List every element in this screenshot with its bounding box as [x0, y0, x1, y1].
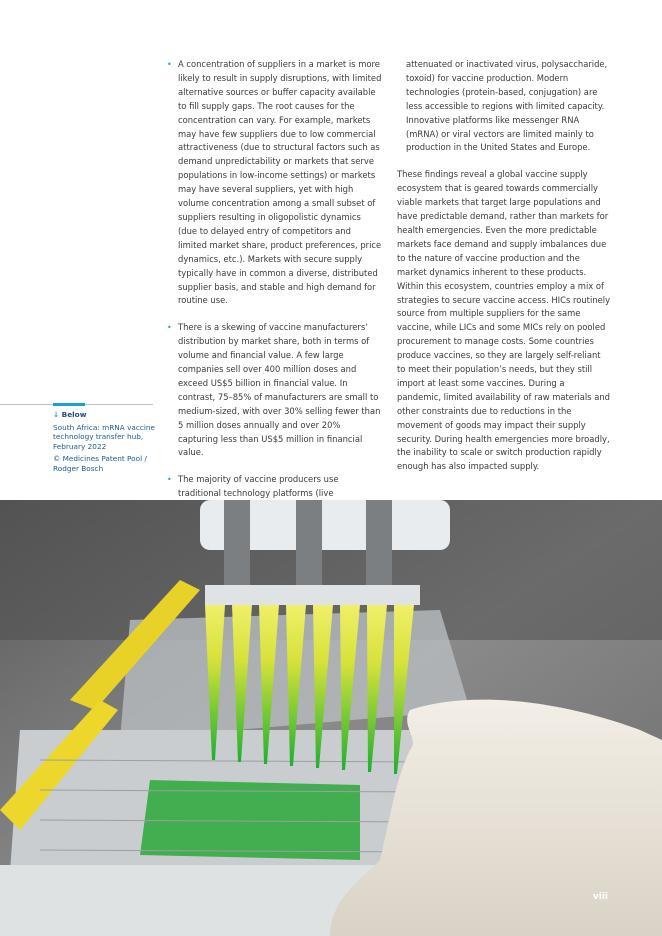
list-item — [166, 58, 382, 308]
body-paragraph: These findings reveal a global vaccine supply ecosystem that is geared towards commercially viable markets that target large populations and have predictable demand, rather than markets for health emergencies. Even the more predictable markets face demand and supply imbalances due to the nature of vaccine production and the market dynamics inherent to these products. Within this ecosystem, countries employ a mix of strategies to secure vaccine access. HICs routinely source from multiple suppliers for the same vaccine, while LICs and some MICs rely on pooled procurement to manage costs. Some countries produce vaccines, so they are largely self-reliant to meet their population’s needs, but they still import at least some vaccines. During a pandemic, limited availability of raw materials and other constraints due to reductions in the movement of goods may impact their supply security. During health emergencies more broadly, the inability to scale or switch production rapidly enough has also impacted supply. — [397, 169, 611, 472]
arrow-down-icon: ↓ — [53, 410, 60, 419]
caption-label — [53, 410, 157, 420]
photo-caption — [53, 404, 157, 474]
pipette-photo-illustration — [0, 500, 662, 936]
bullet-text: A concentration of suppliers in a market is more likely to result in supply disruptions, with limited alternative sources or buffer capacity available to fill supply gaps. The root causes for the concentration can vary. For example, markets may have few suppliers due to low commercial attractiveness (due to structural factors such as demand unpredictability or markets that serve populations in low-income settings) or markets may have several suppliers, yet with high volume concentration among a small subset of suppliers resulting in oligopolistic dynamics (due to delayed entry of competitors and limited market share, product preferences, price dynamics, etc.). Markets with secure supply typically have in common a diverse, distributed supplier basis, and stable and high demand for routine use. — [178, 59, 382, 306]
caption-label-text: Below — [61, 410, 87, 419]
page-number: viii — [592, 892, 608, 902]
caption-accent-bar — [53, 403, 85, 406]
list-item — [166, 473, 382, 501]
bullet-icon: • — [167, 475, 172, 485]
bullet-icon: • — [167, 60, 172, 69]
bullet-text: There is a skewing of vaccine manufacturers’ distribution by market share, both in terms of volume and financial value. A few large companies sell over 400 million doses and exceed US$5 billion in financial value. In contrast, 75–85% of manufacturers are small to medium-sized, with over 30% selling fewer than 5 million doses annually and over 20% capturing less than US$5 million in financial value. — [178, 322, 381, 458]
caption-credit: © Medicines Patent Pool / Rodger Bosch — [53, 454, 147, 473]
bullet-icon: • — [167, 323, 172, 333]
lab-photo — [0, 500, 662, 936]
text-column-left — [166, 58, 382, 514]
list-item — [166, 321, 382, 460]
bullet-text: The majority of vaccine producers use traditional technology platforms (live — [178, 474, 339, 499]
bullet-list — [166, 58, 382, 501]
bullet-continuation: attenuated or inactivated virus, polysaccharide, toxoid) for vaccine production. Modern technologies (protein-based, conjugation) are less accessible to regions with limited capacity. Innovative platforms like messenger RNA (mRNA) or viral vectors are limited mainly to production in the United States and Europe. — [406, 59, 608, 153]
caption-text: South Africa: mRNA vaccine technology transfer hub, February 2022 — [53, 422, 156, 451]
text-column-right — [397, 58, 611, 474]
